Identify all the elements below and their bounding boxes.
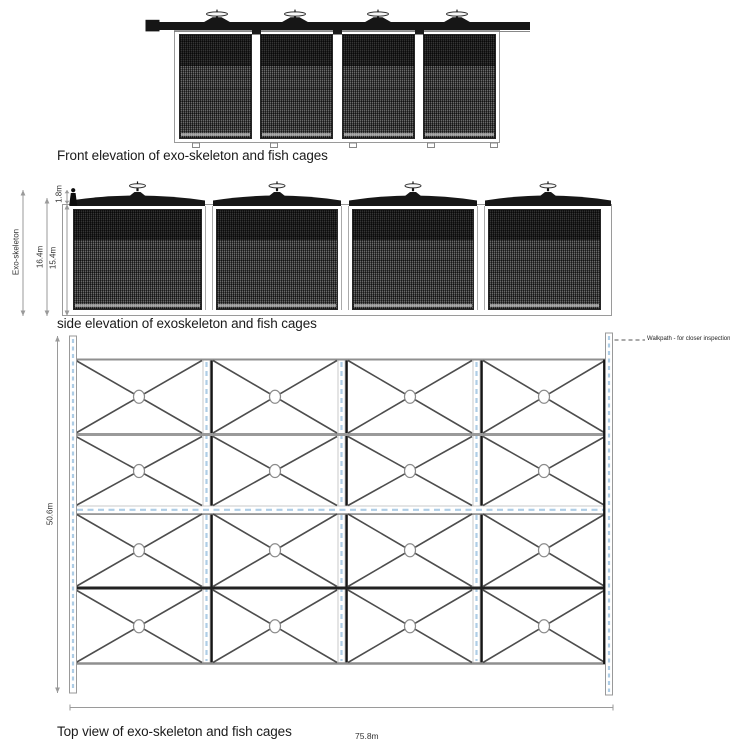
x-brace-centre-ring (539, 465, 550, 478)
front-gap-connector (415, 30, 424, 35)
front-vent-finial (294, 10, 295, 13)
side-mast-cap (269, 184, 285, 188)
side-roof-peak (130, 192, 146, 196)
dim-label-exo-skeleton: Exo-skeleton (11, 228, 21, 276)
dimension-arrow (21, 190, 26, 196)
front-vent-cap (285, 12, 306, 16)
dim-label-50-6m: 50.6m (45, 502, 55, 526)
side-roof-peak (405, 192, 421, 196)
right-walkpath-post (606, 333, 613, 695)
x-brace-centre-ring (539, 620, 550, 633)
side-cage-roof (70, 196, 205, 207)
front-vent-finial (456, 10, 457, 13)
side-mast-cap (130, 184, 146, 188)
front-beam-end-cap (146, 20, 160, 32)
side-mast-finial (137, 181, 138, 184)
x-brace-centre-ring (134, 390, 145, 403)
side-cage-roof (213, 196, 341, 207)
side-cage-roof (349, 196, 477, 207)
x-brace-centre-ring (539, 544, 550, 557)
person-figure-body (69, 193, 77, 206)
x-brace-centre-ring (270, 620, 281, 633)
dim-label-1-8m: 1.8m (54, 185, 64, 203)
person-figure-head (71, 188, 75, 192)
front-foot (271, 143, 278, 148)
x-brace-centre-ring (270, 544, 281, 557)
x-brace-centre-ring (134, 465, 145, 478)
x-brace-centre-ring (539, 390, 550, 403)
top-view-caption: Top view of exo-skeleton and fish cages (57, 724, 292, 739)
x-brace-centre-ring (405, 390, 416, 403)
dim-label-75-8m: 75.8m (355, 731, 379, 741)
front-vent-finial (377, 10, 378, 13)
side-mast-cap (405, 184, 421, 188)
dimension-arrow (65, 201, 70, 204)
front-foot (193, 143, 200, 148)
dimension-arrow (45, 198, 50, 204)
dimension-arrow (55, 688, 60, 694)
side-mast-finial (412, 181, 413, 184)
front-foot (491, 143, 498, 148)
side-roof-peak (540, 192, 556, 196)
side-elevation-caption: side elevation of exoskeleton and fish cages (57, 316, 317, 331)
side-mast-finial (547, 181, 548, 184)
front-gap-connector (252, 30, 261, 35)
dimension-arrow (21, 311, 26, 317)
front-vent-cap (368, 12, 389, 16)
x-brace-centre-ring (405, 544, 416, 557)
dimension-arrow (45, 311, 50, 317)
front-foot (350, 143, 357, 148)
x-brace-centre-ring (134, 620, 145, 633)
dimension-arrow (65, 204, 70, 210)
x-brace-centre-ring (405, 465, 416, 478)
front-vent-finial (216, 10, 217, 13)
front-top-beam (147, 22, 530, 30)
x-brace-centre-ring (134, 544, 145, 557)
front-elevation-caption: Front elevation of exo-skeleton and fish cages (57, 148, 328, 163)
dim-label-15-4m: 15.4m (48, 246, 58, 270)
side-roof-peak (269, 192, 285, 196)
front-foot (428, 143, 435, 148)
dim-label-16-4m: 16.4m (35, 245, 45, 269)
front-vent-cap (447, 12, 468, 16)
x-brace-centre-ring (270, 465, 281, 478)
walkpath-note: Walkpath - for closer inspection (647, 336, 730, 342)
front-vent-cap (207, 12, 228, 16)
front-gap-connector (333, 30, 342, 35)
dimension-arrow (55, 336, 60, 342)
side-mast-cap (540, 184, 556, 188)
side-cage-roof (485, 196, 611, 207)
side-mast-finial (276, 181, 277, 184)
x-brace-centre-ring (270, 390, 281, 403)
x-brace-centre-ring (405, 620, 416, 633)
dimension-arrow (65, 190, 70, 193)
